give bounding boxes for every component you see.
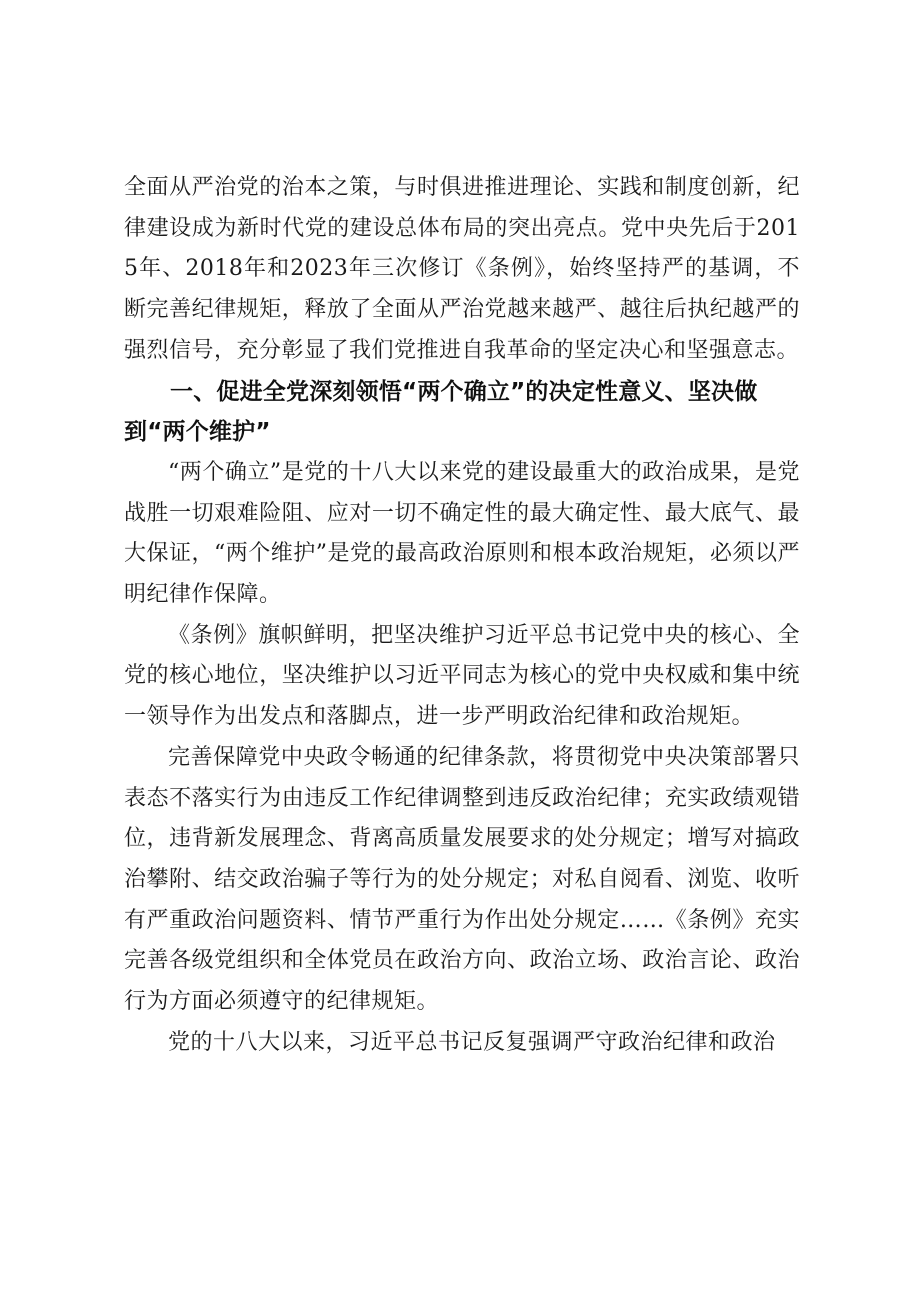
paragraph-since-18th-congress: 党的十八大以来，习近平总书记反复强调严守政治纪律和政治 — [168, 1029, 776, 1055]
paragraph-discipline-provisions: 完善保障党中央政令畅通的纪律条款，将贯彻党中央决策部署只表态不落实行为由违反工作纪律调整到违反政治纪律；充实政绩观错位，违背新发展理念、背离高质量发展要求的处分规定；增写对搞政治攀附、结交政治骗子等行为的处分规定；对私自阅看、浏览、收听有严重政治问题资料、情节严重行为作出处分规定……《条例》充实完善各级党组织和全体党员在政治方向、政治立场、政治言论、政治行为方面必须遵守的纪律规矩。 — [124, 744, 800, 1015]
paragraph-intro: 全面从严治党的治本之策，与时俱进推进理论、实践和制度创新，纪律建设成为新时代党的建设总体布局的突出亮点。党中央先后于2015年、2018年和2023年三次修订《条例》，始终坚持严的基调，不断完善纪律规矩，释放了全面从严治党越来越严、越往后执纪越严的强烈信号，充分彰显了我们党推进自我革命的坚定决心和坚强意志。 — [124, 175, 800, 363]
section-heading: 一、促进全党深刻领悟“两个确立”的决定性意义、坚决做到“两个维护” — [124, 378, 758, 446]
paragraph-regulations-banner: 《条例》旗帜鲜明，把坚决维护习近平总书记党中央的核心、全党的核心地位，坚决维护以习近平同志为核心的党中央权威和集中统一领导作为出发点和落脚点，进一步严明政治纪律和政治规矩。 — [124, 622, 800, 730]
paragraph-two-establishments: “两个确立”是党的十八大以来党的建设最重大的政治成果，是党战胜一切艰难险阻、应对一切不确定性的最大确定性、最大底气、最大保证，“两个维护”是党的最高政治原则和根本政治规矩，必须以严明纪律作保障。 — [124, 459, 800, 608]
document-body — [124, 168, 800, 1063]
